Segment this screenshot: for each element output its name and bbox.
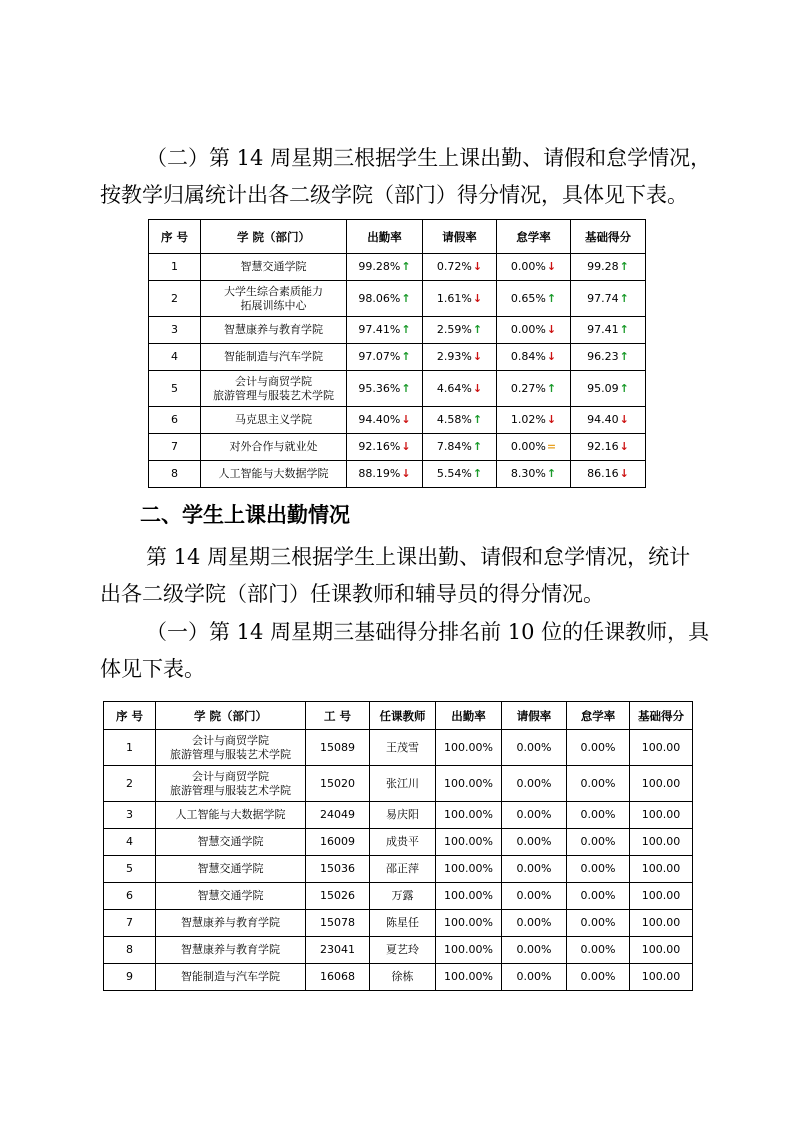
base-score xyxy=(571,317,646,344)
leave-rate xyxy=(423,317,497,344)
dept-name-line: 拓展训练中心 xyxy=(240,298,307,312)
table-row xyxy=(149,317,646,344)
dept-name xyxy=(201,371,347,407)
down-arrow-icon: ↓ xyxy=(619,467,629,480)
row-number: 2 xyxy=(104,766,156,802)
leave-rate xyxy=(423,254,497,281)
up-arrow-icon: ↑ xyxy=(472,440,483,453)
dept-name xyxy=(156,856,306,883)
truancy-rate-value: 0.65% xyxy=(510,291,546,305)
dept-name-line: 旅游管理与服装艺术学院 xyxy=(213,388,334,402)
row-number: 1 xyxy=(104,730,156,766)
table-row xyxy=(104,730,693,766)
leave-rate-value: 0.72% xyxy=(436,260,472,273)
leave-rate-value: 7.84% xyxy=(436,440,472,453)
attendance-rate-value: 98.06% xyxy=(358,291,401,305)
row-number: 9 xyxy=(104,964,156,991)
base-score: 100.00 xyxy=(630,766,693,802)
down-arrow-icon: ↓ xyxy=(546,413,557,426)
table-row xyxy=(149,461,646,488)
employee-id: 16068 xyxy=(306,964,370,991)
dept-name xyxy=(156,766,306,802)
up-arrow-icon: ↑ xyxy=(472,323,483,336)
leave-rate: 0.00% xyxy=(502,856,567,883)
dept-name xyxy=(201,344,347,371)
base-score-value: 95.09 xyxy=(587,381,619,395)
teacher-name: 易庆阳 xyxy=(370,802,436,829)
truancy-rate: 0.00% xyxy=(567,766,630,802)
header-cell: 怠学率 xyxy=(567,702,630,730)
dept-name-line: 会计与商贸学院 xyxy=(192,769,269,783)
truancy-rate: 0.00% xyxy=(567,937,630,964)
row-number: 8 xyxy=(149,461,201,488)
base-score: 100.00 xyxy=(630,802,693,829)
truancy-rate: 0.00% xyxy=(567,883,630,910)
dept-name xyxy=(156,910,306,937)
truancy-rate-value: 0.00% xyxy=(510,440,546,453)
row-number: 7 xyxy=(104,910,156,937)
attendance-rate xyxy=(347,371,423,407)
truancy-rate: 0.00% xyxy=(567,730,630,766)
section2-para-line2: 出各二级学院（部门）任课教师和辅导员的得分情况。 xyxy=(100,582,604,606)
table-row xyxy=(104,964,693,991)
truancy-rate xyxy=(497,281,571,317)
down-arrow-icon: ↓ xyxy=(546,350,557,363)
dept-name-line: 会计与商贸学院 xyxy=(235,374,312,388)
up-arrow-icon: ↑ xyxy=(401,260,411,273)
leave-rate xyxy=(423,281,497,317)
row-number: 6 xyxy=(149,407,201,434)
header-cell: 序 号 xyxy=(104,702,156,730)
truancy-rate-value: 0.27% xyxy=(510,381,546,395)
base-score: 100.00 xyxy=(630,829,693,856)
section2-para-line1: 第 14 周星期三根据学生上课出勤、请假和怠学情况，统计 xyxy=(146,545,691,569)
down-arrow-icon: ↓ xyxy=(472,260,483,273)
base-score-value: 99.28 xyxy=(587,260,619,273)
leave-rate: 0.00% xyxy=(502,937,567,964)
base-score-value: 97.41 xyxy=(587,323,619,336)
attendance-rate-value: 95.36% xyxy=(358,381,401,395)
truancy-rate xyxy=(497,317,571,344)
dept-name-line: 人工智能与大数据学院 xyxy=(218,467,329,480)
base-score xyxy=(571,371,646,407)
truancy-rate: 0.00% xyxy=(567,910,630,937)
base-score xyxy=(571,281,646,317)
row-number: 6 xyxy=(104,883,156,910)
dept-name xyxy=(156,730,306,766)
leave-rate: 0.00% xyxy=(502,883,567,910)
table-row xyxy=(104,802,693,829)
row-number: 7 xyxy=(149,434,201,461)
row-number: 2 xyxy=(149,281,201,317)
truancy-rate: 0.00% xyxy=(567,964,630,991)
up-arrow-icon: ↑ xyxy=(619,291,629,305)
dept-name-line: 大学生综合素质能力 xyxy=(224,284,323,298)
teacher-name: 夏艺玲 xyxy=(370,937,436,964)
dept-name xyxy=(156,829,306,856)
up-arrow-icon: ↑ xyxy=(401,291,411,305)
attendance-rate-value: 97.07% xyxy=(358,350,401,363)
dept-name-line: 智慧交通学院 xyxy=(240,260,307,273)
dept-name-line: 智慧康养与教育学院 xyxy=(224,323,323,336)
truancy-rate-value: 0.84% xyxy=(510,350,546,363)
teacher-name: 成贵平 xyxy=(370,829,436,856)
employee-id: 15036 xyxy=(306,856,370,883)
truancy-rate: 0.00% xyxy=(567,802,630,829)
up-arrow-icon: ↑ xyxy=(401,323,411,336)
table-row xyxy=(149,254,646,281)
dept-name xyxy=(201,254,347,281)
leave-rate: 0.00% xyxy=(502,766,567,802)
truancy-rate xyxy=(497,371,571,407)
truancy-rate: 0.00% xyxy=(567,829,630,856)
attendance-rate: 100.00% xyxy=(436,829,502,856)
section1-para-line2: 按教学归属统计出各二级学院（部门）得分情况，具体见下表。 xyxy=(100,183,688,207)
attendance-rate xyxy=(347,407,423,434)
section2-para-line3: （一）第 14 周星期三基础得分排名前 10 位的任课教师，具 xyxy=(146,620,710,644)
teacher-name: 陈星任 xyxy=(370,910,436,937)
dept-name-line: 智慧康养与教育学院 xyxy=(181,943,280,956)
teacher-name: 张江川 xyxy=(370,766,436,802)
dept-name xyxy=(201,281,347,317)
dept-name-line: 人工智能与大数据学院 xyxy=(175,808,286,821)
dept-name-line: 马克思主义学院 xyxy=(235,413,312,426)
attendance-rate: 100.00% xyxy=(436,730,502,766)
header-cell: 请假率 xyxy=(502,702,567,730)
employee-id: 15026 xyxy=(306,883,370,910)
table-row xyxy=(104,829,693,856)
attendance-rate xyxy=(347,317,423,344)
up-arrow-icon: ↑ xyxy=(546,467,557,480)
truancy-rate xyxy=(497,344,571,371)
truancy-rate-value: 8.30% xyxy=(510,467,546,480)
truancy-rate xyxy=(497,407,571,434)
leave-rate xyxy=(423,407,497,434)
down-arrow-icon: ↓ xyxy=(401,413,411,426)
up-arrow-icon: ↑ xyxy=(472,413,483,426)
teacher-name: 邵正萍 xyxy=(370,856,436,883)
dept-name-line: 智慧交通学院 xyxy=(197,889,264,902)
employee-id: 23041 xyxy=(306,937,370,964)
up-arrow-icon: ↑ xyxy=(546,381,557,395)
base-score xyxy=(571,434,646,461)
table-row xyxy=(149,344,646,371)
truancy-rate-value: 0.00% xyxy=(510,260,546,273)
base-score xyxy=(571,344,646,371)
attendance-rate xyxy=(347,344,423,371)
up-arrow-icon: ↑ xyxy=(619,260,629,273)
attendance-rate xyxy=(347,254,423,281)
leave-rate xyxy=(423,371,497,407)
base-score-value: 97.74 xyxy=(587,291,619,305)
leave-rate-value: 1.61% xyxy=(436,291,472,305)
truancy-rate xyxy=(497,461,571,488)
down-arrow-icon: ↓ xyxy=(472,350,483,363)
truancy-rate-value: 0.00% xyxy=(510,323,546,336)
base-score xyxy=(571,254,646,281)
table-row xyxy=(104,766,693,802)
base-score xyxy=(571,461,646,488)
table-row xyxy=(149,371,646,407)
attendance-rate-value: 97.41% xyxy=(358,323,401,336)
header-cell: 出勤率 xyxy=(347,220,423,254)
down-arrow-icon: ↓ xyxy=(401,440,411,453)
attendance-rate: 100.00% xyxy=(436,937,502,964)
row-number: 1 xyxy=(149,254,201,281)
truancy-rate: 0.00% xyxy=(567,856,630,883)
dept-name-line: 旅游管理与服装艺术学院 xyxy=(170,783,291,797)
up-arrow-icon: ↑ xyxy=(619,381,629,395)
equal-icon: = xyxy=(546,440,557,453)
teacher-name: 徐栋 xyxy=(370,964,436,991)
attendance-rate xyxy=(347,461,423,488)
leave-rate xyxy=(423,434,497,461)
dept-name xyxy=(156,883,306,910)
header-cell: 请假率 xyxy=(423,220,497,254)
dept-name-line: 智慧康养与教育学院 xyxy=(181,916,280,929)
up-arrow-icon: ↑ xyxy=(619,350,629,363)
leave-rate-value: 2.59% xyxy=(436,323,472,336)
down-arrow-icon: ↓ xyxy=(619,413,629,426)
header-cell: 出勤率 xyxy=(436,702,502,730)
table-row xyxy=(149,407,646,434)
attendance-rate-value: 99.28% xyxy=(358,260,401,273)
dept-name-line: 智能制造与汽车学院 xyxy=(224,350,323,363)
table-row xyxy=(104,856,693,883)
row-number: 3 xyxy=(104,802,156,829)
attendance-rate: 100.00% xyxy=(436,910,502,937)
dept-name xyxy=(201,317,347,344)
down-arrow-icon: ↓ xyxy=(619,440,629,453)
base-score: 100.00 xyxy=(630,937,693,964)
leave-rate-value: 5.54% xyxy=(436,467,472,480)
base-score-value: 96.23 xyxy=(587,350,619,363)
header-cell: 学 院（部门） xyxy=(156,702,306,730)
header-cell: 工 号 xyxy=(306,702,370,730)
table-row xyxy=(149,434,646,461)
base-score-value: 86.16 xyxy=(587,467,619,480)
header-cell: 基础得分 xyxy=(571,220,646,254)
section1-para-line1: （二）第 14 周星期三根据学生上课出勤、请假和怠学情况， xyxy=(146,146,712,170)
row-number: 8 xyxy=(104,937,156,964)
base-score xyxy=(571,407,646,434)
attendance-rate: 100.00% xyxy=(436,766,502,802)
down-arrow-icon: ↓ xyxy=(472,381,483,395)
dept-name-line: 智慧交通学院 xyxy=(197,835,264,848)
base-score: 100.00 xyxy=(630,730,693,766)
dept-name-line: 对外合作与就业处 xyxy=(229,440,318,453)
employee-id: 24049 xyxy=(306,802,370,829)
section2-para-line4: 体见下表。 xyxy=(100,657,205,681)
down-arrow-icon: ↓ xyxy=(546,260,557,273)
employee-id: 15078 xyxy=(306,910,370,937)
attendance-rate-value: 88.19% xyxy=(358,467,401,480)
row-number: 5 xyxy=(149,371,201,407)
teacher-name: 万露 xyxy=(370,883,436,910)
down-arrow-icon: ↓ xyxy=(546,323,557,336)
attendance-rate-value: 92.16% xyxy=(358,440,401,453)
dept-name-line: 会计与商贸学院 xyxy=(192,733,269,747)
up-arrow-icon: ↑ xyxy=(619,323,629,336)
table-row xyxy=(104,883,693,910)
header-cell: 学 院（部门） xyxy=(201,220,347,254)
teacher-score-header-row xyxy=(104,702,693,730)
down-arrow-icon: ↓ xyxy=(472,291,483,305)
row-number: 3 xyxy=(149,317,201,344)
teacher-name: 王茂雪 xyxy=(370,730,436,766)
leave-rate-value: 2.93% xyxy=(436,350,472,363)
leave-rate xyxy=(423,344,497,371)
base-score-value: 92.16 xyxy=(587,440,619,453)
dept-name xyxy=(156,964,306,991)
leave-rate: 0.00% xyxy=(502,802,567,829)
truancy-rate xyxy=(497,254,571,281)
dept-name-line: 旅游管理与服装艺术学院 xyxy=(170,747,291,761)
attendance-rate: 100.00% xyxy=(436,964,502,991)
attendance-rate: 100.00% xyxy=(436,883,502,910)
leave-rate-value: 4.64% xyxy=(436,381,472,395)
employee-id: 15020 xyxy=(306,766,370,802)
base-score: 100.00 xyxy=(630,910,693,937)
base-score: 100.00 xyxy=(630,964,693,991)
up-arrow-icon: ↑ xyxy=(546,291,557,305)
leave-rate-value: 4.58% xyxy=(436,413,472,426)
up-arrow-icon: ↑ xyxy=(401,350,411,363)
row-number: 4 xyxy=(149,344,201,371)
leave-rate xyxy=(423,461,497,488)
dept-score-header-row xyxy=(149,220,646,254)
truancy-rate-value: 1.02% xyxy=(510,413,546,426)
row-number: 5 xyxy=(104,856,156,883)
base-score-value: 94.40 xyxy=(587,413,619,426)
leave-rate: 0.00% xyxy=(502,964,567,991)
section2-heading: 二、学生上课出勤情况 xyxy=(140,503,350,527)
dept-name xyxy=(201,434,347,461)
teacher-score-table xyxy=(103,701,693,991)
dept-name xyxy=(156,937,306,964)
dept-score-table xyxy=(148,219,646,488)
dept-name-line: 智能制造与汽车学院 xyxy=(181,970,280,983)
leave-rate: 0.00% xyxy=(502,829,567,856)
leave-rate: 0.00% xyxy=(502,910,567,937)
employee-id: 15089 xyxy=(306,730,370,766)
header-cell: 怠学率 xyxy=(497,220,571,254)
table-row xyxy=(104,910,693,937)
truancy-rate xyxy=(497,434,571,461)
dept-name xyxy=(201,461,347,488)
dept-name xyxy=(156,802,306,829)
row-number: 4 xyxy=(104,829,156,856)
table-row xyxy=(104,937,693,964)
header-cell: 序 号 xyxy=(149,220,201,254)
attendance-rate-value: 94.40% xyxy=(358,413,401,426)
leave-rate: 0.00% xyxy=(502,730,567,766)
header-cell: 基础得分 xyxy=(630,702,693,730)
down-arrow-icon: ↓ xyxy=(401,467,411,480)
up-arrow-icon: ↑ xyxy=(472,467,483,480)
attendance-rate xyxy=(347,281,423,317)
attendance-rate: 100.00% xyxy=(436,856,502,883)
base-score: 100.00 xyxy=(630,883,693,910)
attendance-rate xyxy=(347,434,423,461)
attendance-rate: 100.00% xyxy=(436,802,502,829)
header-cell: 任课教师 xyxy=(370,702,436,730)
employee-id: 16009 xyxy=(306,829,370,856)
up-arrow-icon: ↑ xyxy=(401,381,411,395)
table-row xyxy=(149,281,646,317)
base-score: 100.00 xyxy=(630,856,693,883)
dept-name xyxy=(201,407,347,434)
dept-name-line: 智慧交通学院 xyxy=(197,862,264,875)
